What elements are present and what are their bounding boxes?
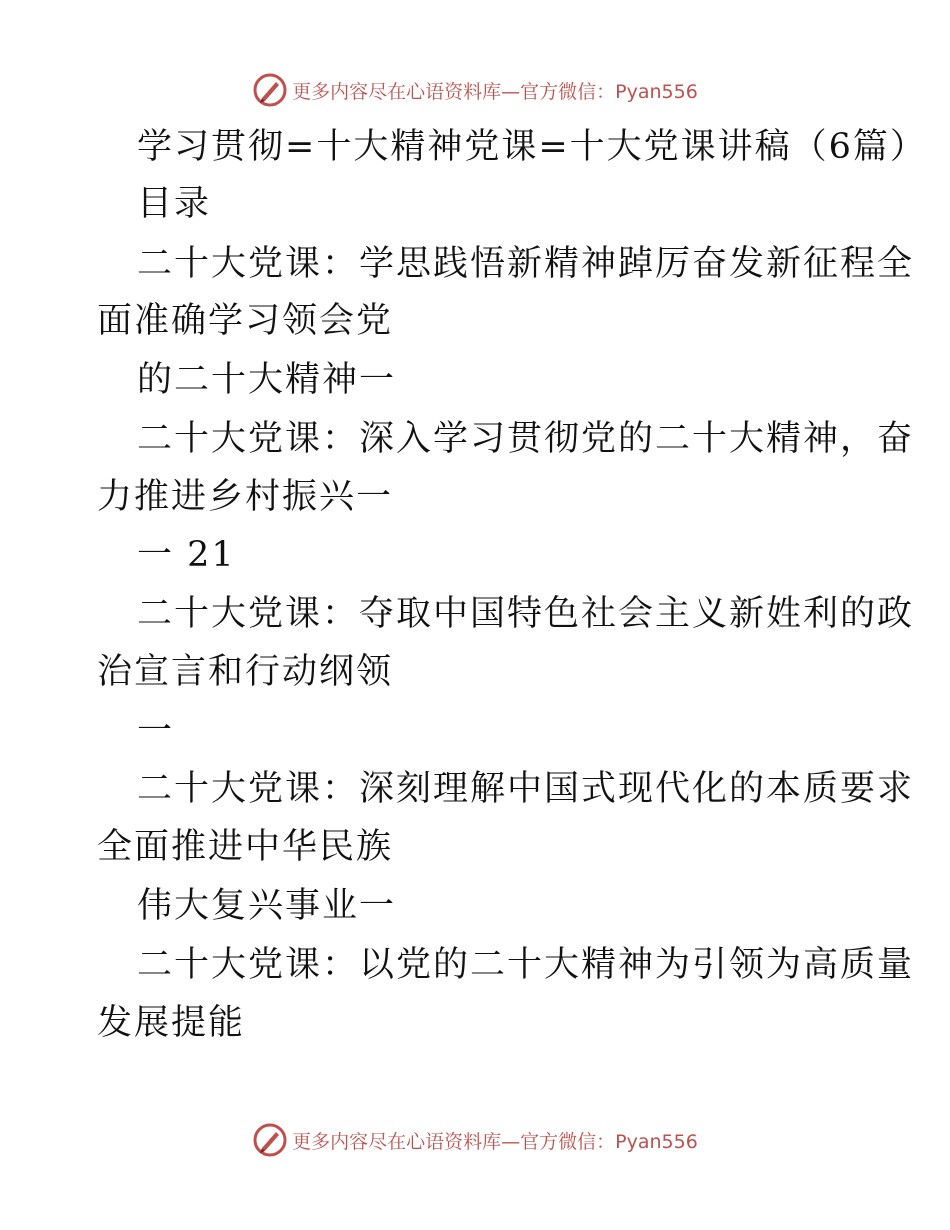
toc-line: 二十大党课：夺取中国特色社会主义新姓利的政 [137,594,915,634]
toc-line: 二十大党课：学思践悟新精神踔厉奋发新征程全 [137,244,915,284]
toc-line: 面准确学习领会党 [97,301,394,341]
toc-line: 二十大党课：以党的二十大精神为引领为高质量 [137,945,915,985]
toc-line: 一 [137,711,175,751]
toc-line: 发展提能 [97,1003,246,1043]
toc-line: 伟大复兴事业一 [137,886,397,926]
toc-line: 二十大党课：深入学习贯彻党的二十大精神，奋 [137,419,915,459]
watermark-text: 更多内容尽在心语资料库—官方微信：Pyan556 [292,1130,698,1153]
toc-line: 力推进乡村振兴一 [97,477,394,517]
document-title: 学习贯彻=十大精神党课=十大党课讲稿（6篇） [137,127,927,167]
toc-heading: 目录 [137,184,212,224]
watermark-banner-bottom [0,1120,950,1160]
pen-logo-icon [252,1122,288,1158]
toc-line: 的二十大精神一 [137,360,397,400]
pen-logo-icon [252,72,288,108]
toc-line: 一 21 [137,535,236,575]
toc-line: 治宣言和行动纲领 [97,652,394,692]
toc-line: 二十大党课：深刻理解中国式现代化的本质要求 [137,769,915,809]
toc-line: 全面推进中华民族 [97,827,394,867]
watermark-banner-top [0,70,950,110]
watermark-text: 更多内容尽在心语资料库—官方微信：Pyan556 [292,80,698,103]
